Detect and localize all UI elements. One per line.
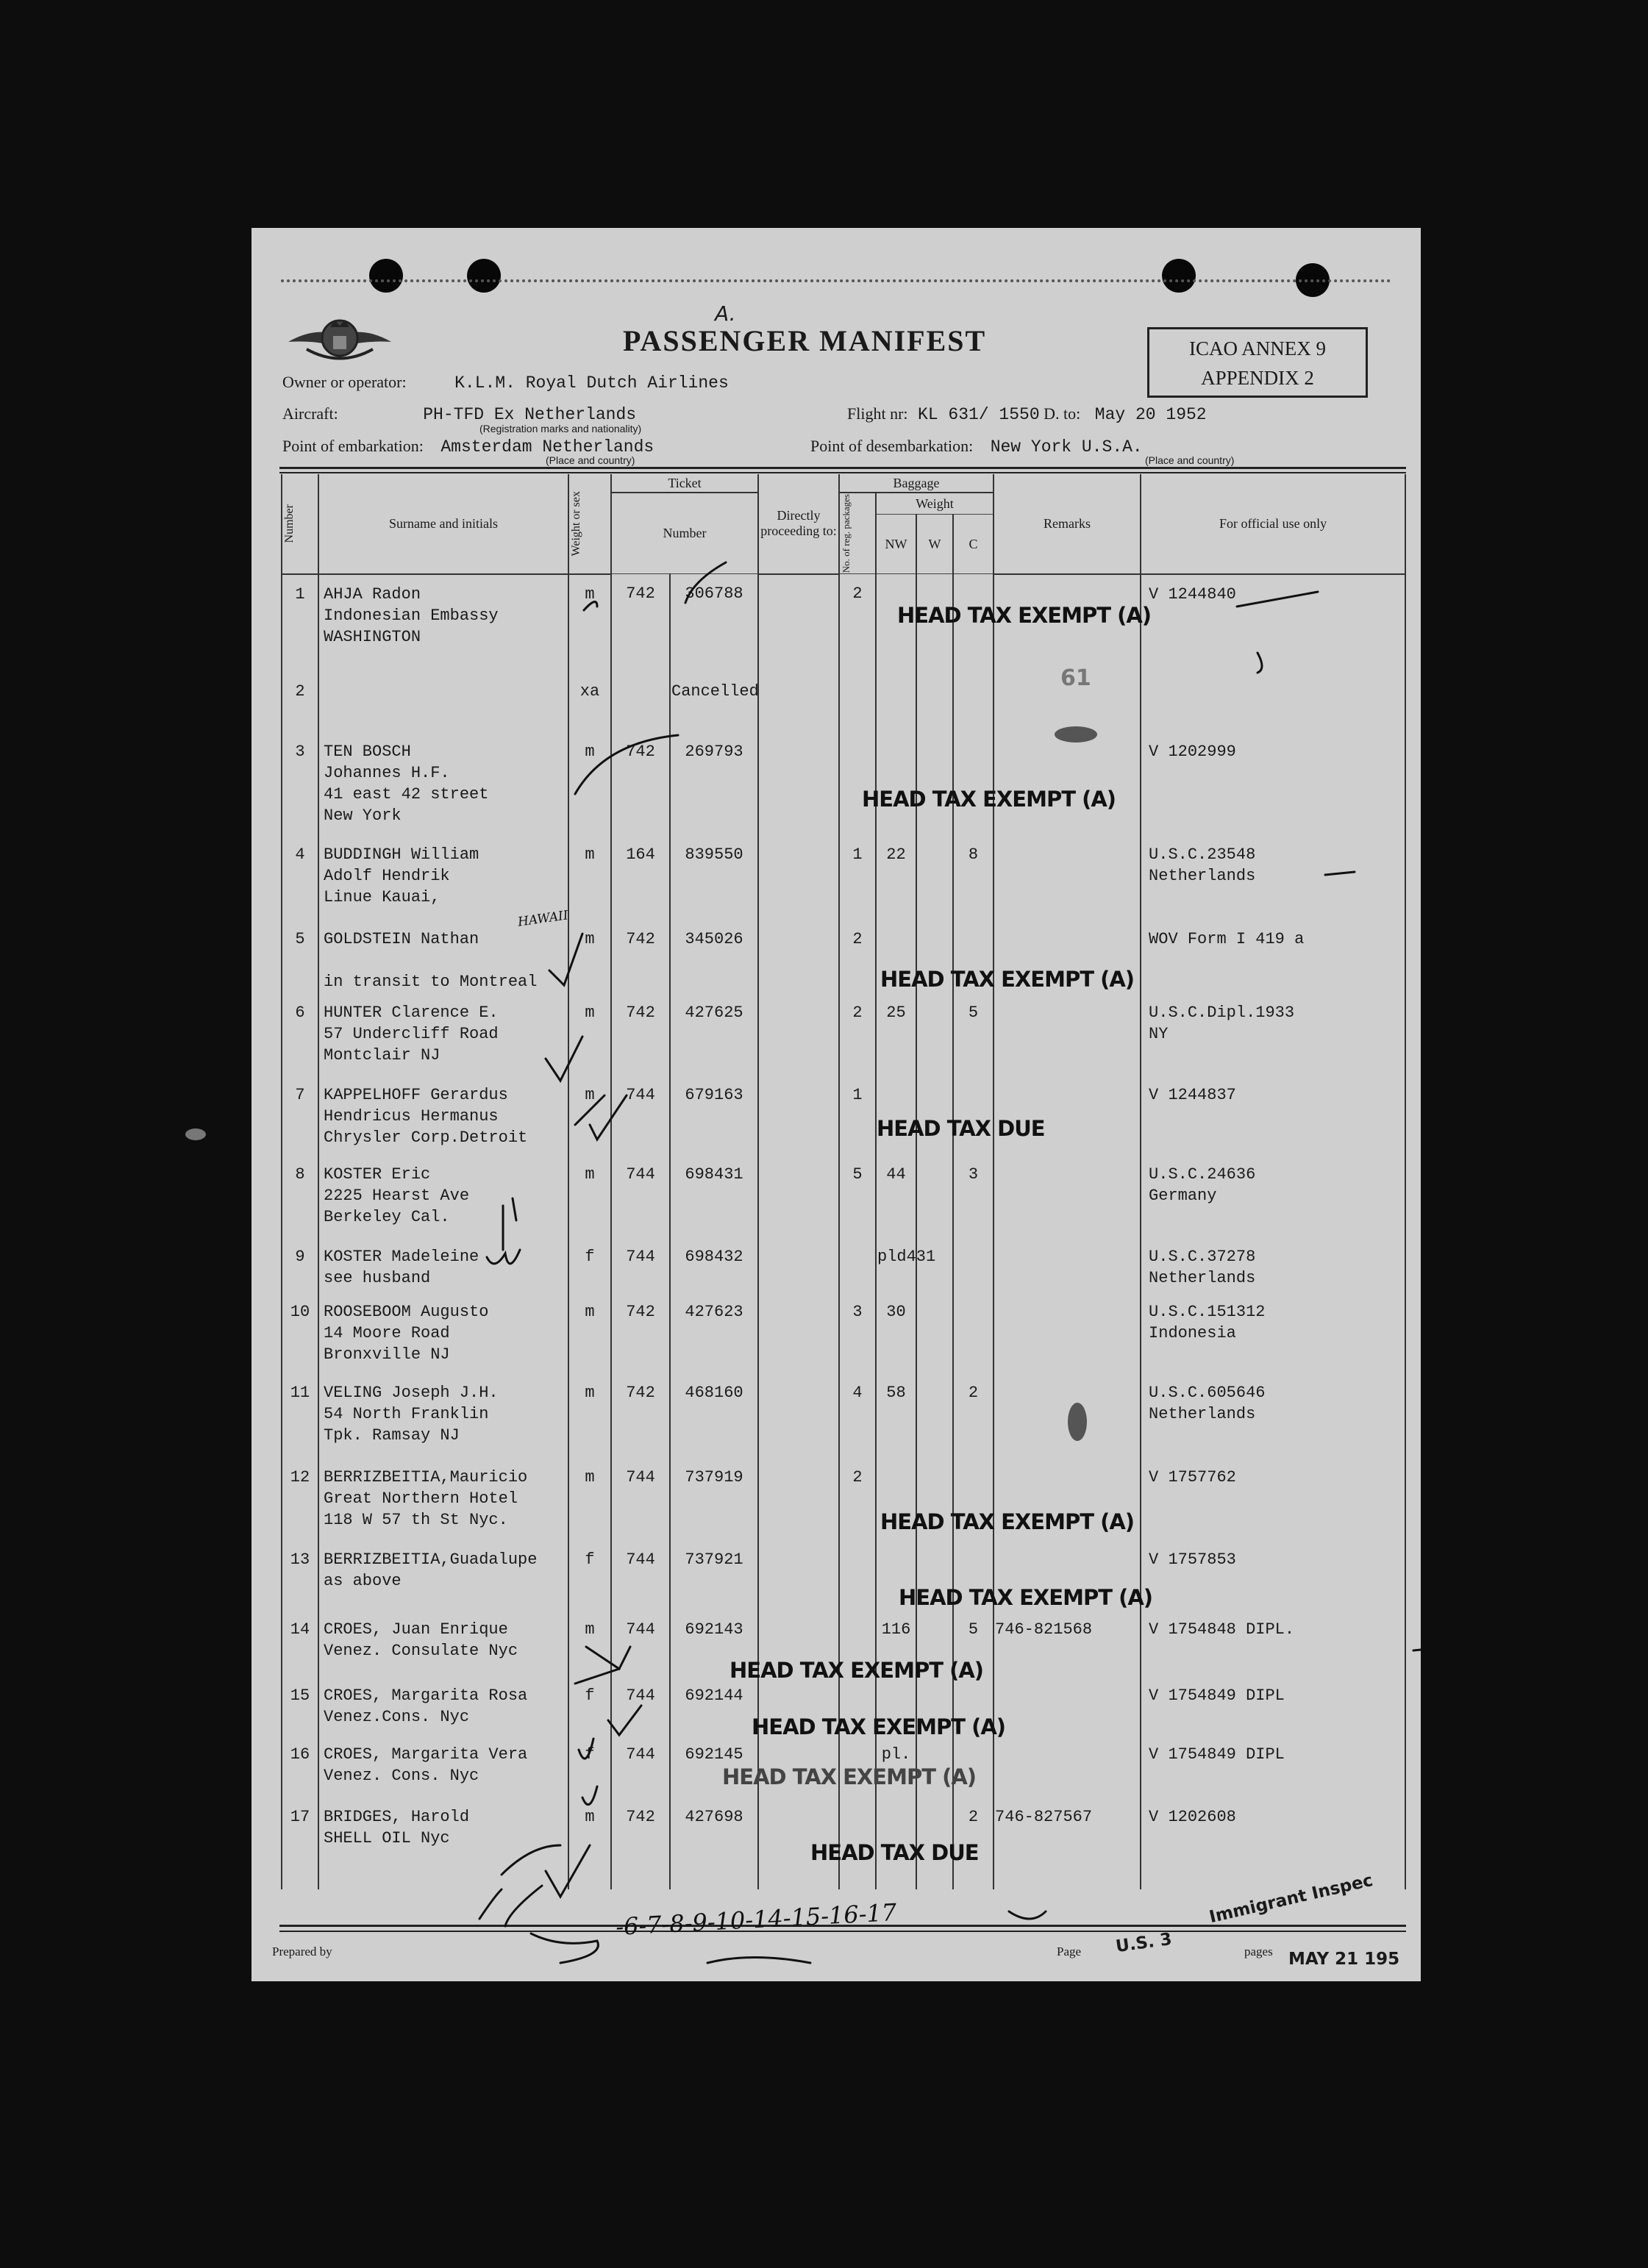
header-rule [279,467,1406,469]
row-sex: xa [568,672,611,732]
row-ticket-prefix: 744 [611,1610,670,1676]
row-number: 13 [282,1540,318,1610]
row-name: VELING Joseph J.H. 54 North Franklin Tpk. Ramsay NJ [318,1373,568,1458]
row-directly [758,993,839,1076]
row-remarks [994,1676,1141,1735]
col-c: C [953,515,994,574]
row-number: 16 [282,1735,318,1797]
row-weight-w [916,732,953,835]
punch-hole [369,259,403,293]
col-nw: NW [876,515,916,574]
row-weight-w [916,1155,953,1237]
row-number: 14 [282,1610,318,1676]
row-remarks [994,1155,1141,1237]
row-ticket-number: 737919 [670,1458,758,1540]
row-weight-nw [876,672,916,732]
row-remarks [994,1076,1141,1155]
row-directly [758,920,839,993]
row-directly [758,1292,839,1373]
row-packages: 2 [839,1458,876,1540]
embark-label: Point of embarkation: [282,437,424,455]
head-tax-stamp: HEAD TAX EXEMPT (A) [730,1658,984,1683]
row-weight-c: 8 [953,835,994,920]
row-ticket-number: 679163 [670,1076,758,1155]
row-official: V 1754849 DIPL [1141,1735,1405,1797]
row-remarks [994,1292,1141,1373]
icao-annex-line: ICAO ANNEX 9 [1189,337,1326,359]
header-rule [279,472,1406,473]
row-official: V 1202608 [1141,1797,1405,1889]
aircraft-value: PH-TFD Ex Netherlands [423,405,637,424]
row-name: BERRIZBEITIA,Guadalupe as above [318,1540,568,1610]
row-packages [839,1237,876,1292]
row-weight-c [953,732,994,835]
row-name [318,672,568,732]
row-name: TEN BOSCH Johannes H.F. 41 east 42 street New York [318,732,568,835]
row-packages: 1 [839,835,876,920]
row-ticket-prefix: 742 [611,1292,670,1373]
date-stamp: MAY 21 195 [1288,1950,1400,1969]
punch-hole [1162,259,1196,293]
disembark-line [810,437,1143,457]
perforation-line [281,279,1391,282]
head-tax-stamp: HEAD TAX EXEMPT (A) [897,603,1152,628]
row-ticket-prefix: 744 [611,1076,670,1155]
row-number: 1 [282,574,318,672]
prepared-by-label: Prepared by [272,1945,332,1958]
row-sex: m [568,1155,611,1237]
row-name: KAPPELHOFF Gerardus Hendricus Hermanus Chrysler Corp.Detroit [318,1076,568,1155]
flight-label: Flight nr: [847,404,908,423]
row-weight-nw: 22 [876,835,916,920]
row-weight-nw: 30 [876,1292,916,1373]
col-directly: Directly proceeding to: [758,474,839,574]
col-surname: Surname and initials [318,474,568,574]
col-remarks: Remarks [994,474,1141,574]
row-sex: m [568,920,611,993]
table-row [282,1540,1405,1610]
row-official: V 1754849 DIPL [1141,1676,1405,1735]
ink-smudge [1068,1403,1087,1441]
row-weight-nw: 58 [876,1373,916,1458]
row-number: 4 [282,835,318,920]
col-number: Number [282,474,318,574]
row-ticket-number: 468160 [670,1373,758,1458]
row-ticket-number: 737921 [670,1540,758,1610]
inspector-stamp: Immigrant Inspec [1207,1870,1375,1928]
row-number: 17 [282,1797,318,1889]
row-official: U.S.C.23548 Netherlands [1141,835,1405,920]
row-number: 7 [282,1076,318,1155]
head-tax-stamp: HEAD TAX EXEMPT (A) [722,1764,977,1789]
row-ticket-number: 427698 [670,1797,758,1889]
row-official: U.S.C.605646 Netherlands [1141,1373,1405,1458]
row-ticket-prefix: 744 [611,1155,670,1237]
col-weight: Weight [876,493,994,515]
table-row [282,1458,1405,1540]
page-label: Page [1057,1945,1082,1958]
table-row [282,835,1405,920]
stamp-number: 61 [1060,665,1091,691]
row-sex: m [568,1610,611,1676]
col-w: W [916,515,953,574]
head-tax-stamp: HEAD TAX EXEMPT (A) [862,787,1116,812]
row-weight-nw: 25 [876,993,916,1076]
row-name: BRIDGES, Harold SHELL OIL Nyc [318,1797,568,1889]
table-row [282,920,1405,993]
table-row [282,574,1405,672]
row-directly [758,574,839,672]
row-sex: f [568,1676,611,1735]
row-ticket-number: 427623 [670,1292,758,1373]
row-weight-c: 5 [953,993,994,1076]
row-weight-c: 3 [953,1155,994,1237]
manifest-sheet [252,228,1421,1981]
row-official: V 1757762 [1141,1458,1405,1540]
col-baggage: Baggage [839,474,994,493]
row-directly [758,1155,839,1237]
row-sex: f [568,1735,611,1797]
row-weight-c: 2 [953,1797,994,1889]
row-number: 12 [282,1458,318,1540]
head-tax-stamp: HEAD TAX EXEMPT (A) [880,967,1135,992]
row-ticket-prefix: 744 [611,1458,670,1540]
row-ticket-number: 427625 [670,993,758,1076]
row-remarks [994,1237,1141,1292]
table-row [282,1237,1405,1292]
handwritten-hawaii-note: HAWAII [516,908,569,930]
date-label: D. to: [1044,404,1081,423]
row-number: 11 [282,1373,318,1458]
row-ticket-number: 692144 [670,1676,758,1735]
row-remarks: 746-821568 [994,1610,1141,1676]
row-number: 6 [282,993,318,1076]
row-weight-nw: pld431 [876,1237,916,1292]
head-tax-stamp: HEAD TAX EXEMPT (A) [880,1509,1135,1534]
row-weight-w [916,1292,953,1373]
row-official [1141,672,1405,732]
aircraft-label: Aircraft: [282,404,338,423]
row-sex: m [568,1797,611,1889]
row-weight-c: 5 [953,1610,994,1676]
head-tax-stamp: HEAD TAX DUE [877,1116,1045,1141]
row-packages [839,1540,876,1610]
disembark-note: (Place and country) [1145,454,1235,466]
row-ticket-prefix: 744 [611,1735,670,1797]
row-ticket-prefix: 742 [611,993,670,1076]
page-title: PASSENGER MANIFEST [623,324,987,357]
row-number: 15 [282,1676,318,1735]
row-weight-w [916,1373,953,1458]
owner-value: K.L.M. Royal Dutch Airlines [454,373,729,393]
row-number: 2 [282,672,318,732]
flight-value: KL 631/ 1550 [918,405,1040,424]
row-ticket-number: 692143 [670,1610,758,1676]
row-ticket-prefix: 742 [611,732,670,835]
table-row [282,1292,1405,1373]
row-sex: m [568,1458,611,1540]
row-weight-c: 2 [953,1373,994,1458]
row-sex: m [568,1076,611,1155]
row-packages: 3 [839,1292,876,1373]
row-name: CROES, Margarita Rosa Venez.Cons. Nyc [318,1676,568,1735]
row-packages: 2 [839,993,876,1076]
table-row [282,1155,1405,1237]
row-name: HUNTER Clarence E. 57 Undercliff Road Montclair NJ [318,993,568,1076]
row-ticket-number: 698431 [670,1155,758,1237]
row-number: 3 [282,732,318,835]
row-weight-w [916,1076,953,1155]
row-sex: f [568,1540,611,1610]
handwritten-row-list: -6-7-8-9-10-14-15-16-17 [615,1898,898,1941]
row-number: 8 [282,1155,318,1237]
row-number: 10 [282,1292,318,1373]
row-directly [758,1373,839,1458]
row-number: 9 [282,1237,318,1292]
flight-line [847,404,1207,424]
row-directly [758,732,839,835]
row-remarks [994,835,1141,920]
row-official: V 1244837 [1141,1076,1405,1155]
row-sex: m [568,1292,611,1373]
row-ticket-prefix: 742 [611,1797,670,1889]
row-official: U.S.C.24636 Germany [1141,1155,1405,1237]
row-name: BUDDINGH William Adolf Hendrik Linue Kauai, [318,835,568,920]
table-body [282,574,1405,1889]
owner-line [282,373,729,393]
row-packages: 4 [839,1373,876,1458]
row-remarks [994,1735,1141,1797]
row-packages: 1 [839,1076,876,1155]
pages-label: pages [1244,1945,1273,1958]
table-header [282,474,1405,574]
disembark-value: New York U.S.A. [990,437,1143,457]
page-number-stamp: U.S. 3 [1114,1929,1174,1957]
row-weight-w [916,672,953,732]
row-directly [758,1237,839,1292]
row-name: KOSTER Madeleine see husband [318,1237,568,1292]
row-sex: m [568,993,611,1076]
row-directly [758,1076,839,1155]
table-row [282,672,1405,732]
row-directly [758,835,839,920]
row-remarks [994,1373,1141,1458]
row-weight-w [916,835,953,920]
head-tax-stamp: HEAD TAX EXEMPT (A) [899,1585,1153,1610]
row-directly [758,1458,839,1540]
ink-smudge [185,1128,206,1140]
row-ticket-prefix: 164 [611,835,670,920]
row-official: V 1244840 [1141,574,1405,672]
col-ticket-number: Number [611,493,758,574]
row-sex: m [568,574,611,672]
col-ticket: Ticket [611,474,758,493]
row-ticket-prefix: 744 [611,1540,670,1610]
row-official: V 1757853 [1141,1540,1405,1610]
klm-crown-logo-icon [285,305,395,371]
row-ticket-prefix: 744 [611,1676,670,1735]
row-ticket-prefix: 742 [611,920,670,993]
row-weight-c [953,672,994,732]
row-ticket-number: 306788 [670,574,758,672]
embark-value: Amsterdam Netherlands [440,437,654,457]
row-packages [839,732,876,835]
row-official: U.S.C.151312 Indonesia [1141,1292,1405,1373]
row-official: U.S.C.37278 Netherlands [1141,1237,1405,1292]
row-weight-c [953,1292,994,1373]
row-official: V 1202999 [1141,732,1405,835]
row-packages [839,672,876,732]
row-name: AHJA Radon Indonesian Embassy WASHINGTON [318,574,568,672]
row-ticket-prefix: 744 [611,1237,670,1292]
row-remarks [994,993,1141,1076]
row-sex: m [568,732,611,835]
icao-annex-box [1147,327,1368,398]
aircraft-note: (Registration marks and nationality) [479,423,642,434]
row-weight-nw [876,732,916,835]
ink-smudge [1055,726,1097,743]
row-name: ROOSEBOOM Augusto 14 Moore Road Bronxville NJ [318,1292,568,1373]
row-ticket-number: Cancelled [670,672,758,732]
aircraft-line [282,404,636,424]
row-ticket-number: 839550 [670,835,758,920]
row-name: GOLDSTEIN Nathan in transit to Montreal [318,920,568,993]
col-packages: No. of reg. packages [839,493,876,574]
row-name: BERRIZBEITIA,Mauricio Great Northern Hotel 118 W 57 th St Nyc. [318,1458,568,1540]
row-remarks [994,732,1141,835]
row-weight-nw: 116 [876,1610,916,1676]
table-row [282,1076,1405,1155]
row-ticket-number: 698432 [670,1237,758,1292]
row-weight-w [916,993,953,1076]
row-weight-nw [876,1076,916,1155]
row-weight-c [953,1237,994,1292]
row-packages: 5 [839,1155,876,1237]
row-official: U.S.C.Dipl.1933 NY [1141,993,1405,1076]
table-row [282,1373,1405,1458]
head-tax-stamp: HEAD TAX EXEMPT (A) [752,1714,1006,1739]
row-ticket-number: 345026 [670,920,758,993]
row-directly [758,672,839,732]
col-weight-sex: Weight or sex [568,474,611,574]
row-name: KOSTER Eric 2225 Hearst Ave Berkeley Cal. [318,1155,568,1237]
row-ticket-number: 692145 [670,1735,758,1797]
row-sex: m [568,1373,611,1458]
col-official: For official use only [1141,474,1405,574]
owner-label: Owner or operator: [282,373,407,391]
row-weight-nw: pl. [876,1735,916,1797]
row-ticket-prefix: 742 [611,1373,670,1458]
head-tax-stamp: HEAD TAX DUE [810,1840,979,1865]
row-name: CROES, Margarita Vera Venez. Cons. Nyc [318,1735,568,1797]
row-ticket-prefix: 742 [611,574,670,672]
row-weight-nw: 44 [876,1155,916,1237]
row-packages: 2 [839,574,876,672]
title-annotation: A. [715,301,736,326]
date-value: May 20 1952 [1094,405,1207,424]
row-sex: m [568,835,611,920]
table-row [282,993,1405,1076]
row-name: CROES, Juan Enrique Venez. Consulate Nyc [318,1610,568,1676]
punch-hole [467,259,501,293]
row-directly [758,1540,839,1610]
row-ticket-number: 269793 [670,732,758,835]
row-remarks: 746-827567 [994,1797,1141,1889]
embark-line [282,437,654,457]
embark-note: (Place and country) [546,454,635,466]
row-official: V 1754848 DIPL. [1141,1610,1405,1676]
row-weight-c [953,1076,994,1155]
table-row [282,732,1405,835]
row-official: WOV Form I 419 a [1141,920,1405,993]
footer-rule [279,1931,1406,1932]
disembark-label: Point of desembarkation: [810,437,974,455]
icao-appendix-line: APPENDIX 2 [1201,367,1314,389]
row-packages: 2 [839,920,876,993]
row-sex: f [568,1237,611,1292]
row-number: 5 [282,920,318,993]
row-ticket-prefix [611,672,670,732]
